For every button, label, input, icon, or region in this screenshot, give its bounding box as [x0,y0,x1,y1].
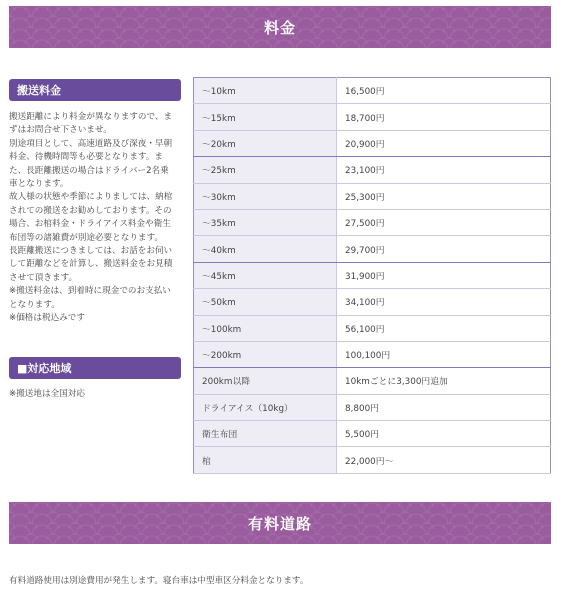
table-row [194,421,551,447]
service-area-heading: ■対応地域 [9,357,181,379]
transport-line: ずはお問合せ下さいませ。 [9,125,112,136]
price-label: 〜45km [194,262,337,288]
transport-line: させて頂きます。 [9,272,78,283]
price-label: 200km以降 [194,368,337,394]
transport-line: た、長距離搬送の場合はドライバー2名乗 [9,165,169,176]
price-value: 34,100円 [337,289,551,315]
price-value: 22,000円〜 [337,447,551,473]
transport-line: ※価格は税込みです [9,313,85,324]
price-value: 29,700円 [337,236,551,262]
price-value: 18,700円 [337,104,551,130]
price-table [193,77,551,474]
price-value: 27,500円 [337,209,551,235]
transport-line: 車となります。 [9,179,69,190]
transport-line: 別途項目として、高速道路及び深夜・早朝 [9,138,173,149]
transport-line: ※搬送料金は、到着時に現金でのお支払い [9,286,171,297]
table-row [194,341,551,367]
toll-road-note: 有料道路使用は別途費用が発生します。寝台車は中型車区分料金となります。 [9,576,309,586]
price-value: 8,800円 [337,394,551,420]
price-label: 〜35km [194,209,337,235]
price-label: 〜40km [194,236,337,262]
transport-line: 故人様の状態や季節によりましては、納棺 [9,192,173,203]
table-row [194,447,551,473]
table-row [194,130,551,156]
transport-line: 料金、待機時間等も必要となります。ま [9,152,164,163]
table-row [194,183,551,209]
transport-line: 場合、お棺料金・ドライアイス料金や衛生 [9,219,171,230]
transport-line: されての搬送をお勧めしております。その [9,205,172,216]
transport-fee-description [9,111,185,326]
transport-line: となります。 [9,299,60,310]
price-value: 10kmごとに3,300円追加 [337,368,551,394]
table-row [194,368,551,394]
price-label: 〜20km [194,130,337,156]
price-label: 〜30km [194,183,337,209]
service-area-note: ※搬送地は全国対応 [9,389,85,399]
price-label: 〜200km [194,341,337,367]
price-label: 〜25km [194,157,337,183]
price-value: 25,300円 [337,183,551,209]
price-value: 5,500円 [337,421,551,447]
transport-line: 布団等の諸雑費が別途必要となります。 [9,232,164,243]
price-label: 〜50km [194,289,337,315]
table-row [194,262,551,288]
price-value: 56,100円 [337,315,551,341]
toll-road-section-title: 有料道路 [247,514,312,533]
price-value: 16,500円 [337,78,551,104]
fee-section-title: 料金 [263,18,296,37]
table-row [194,78,551,104]
price-value: 100,100円 [337,341,551,367]
price-label: 棺 [194,447,337,473]
table-row [194,236,551,262]
price-label: 衛生布団 [194,421,337,447]
transport-line: 搬送距離により料金が異なりますので、ま [9,112,173,122]
transport-line: して距離などを計算し、搬送料金をお見積 [9,259,173,270]
price-label: ドライアイス（10kg） [194,394,337,420]
price-label: 〜100km [194,315,337,341]
price-label: 〜15km [194,104,337,130]
toll-road-section-banner [9,502,551,544]
price-value: 31,900円 [337,262,551,288]
transport-fee-heading: 搬送料金 [9,79,181,101]
transport-line: 長距離搬送につきましては、お話をお伺い [9,246,173,257]
price-value: 20,900円 [337,130,551,156]
table-row [194,315,551,341]
fee-section-banner [9,6,551,48]
table-row [194,209,551,235]
price-label: 〜10km [194,78,337,104]
table-row [194,394,551,420]
table-row [194,289,551,315]
table-row [194,104,551,130]
price-value: 23,100円 [337,157,551,183]
table-row [194,157,551,183]
